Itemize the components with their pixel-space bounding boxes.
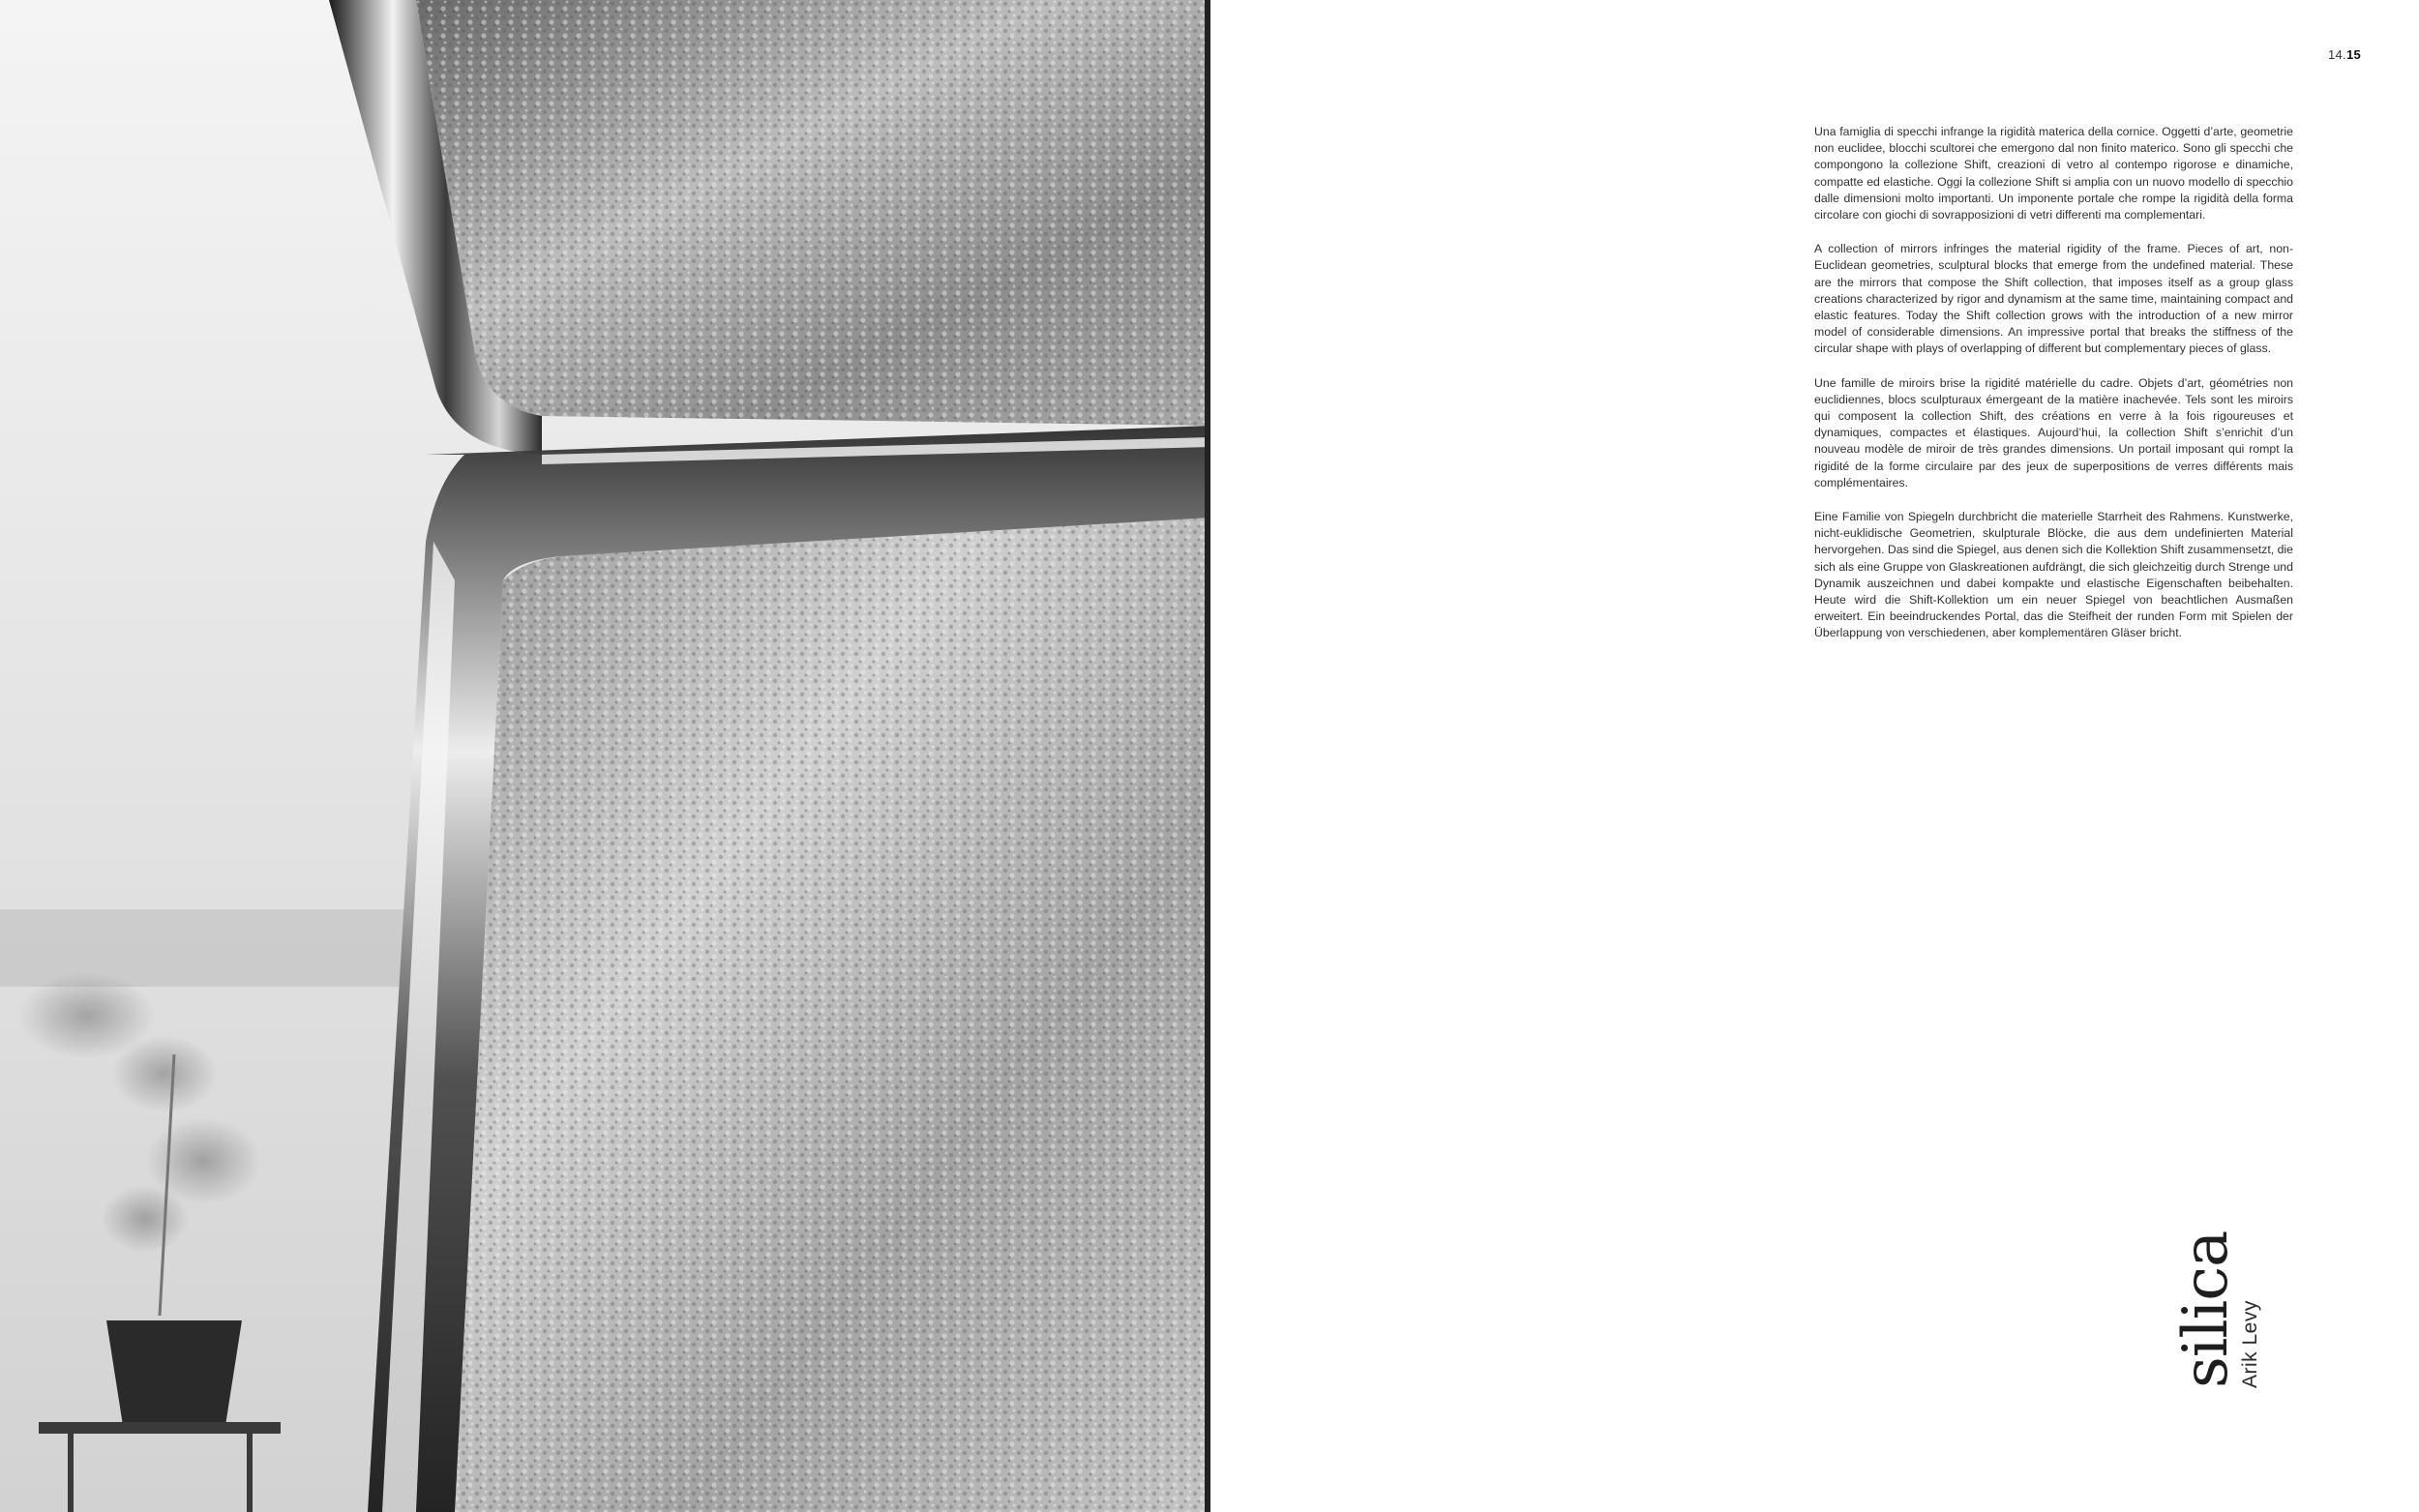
description-column	[1814, 124, 2293, 660]
product-title-block	[2172, 1204, 2317, 1388]
description-english: A collection of mirrors infringes the material rigidity of the frame. Pieces of art, non-Euclidean geometries, sculptural blocks that emerge from the undefined material. These are the mirrors that compose the Shift collection, that imposes itself as a group glass creations characterized by rigor and dynamism at the same time, maintaining compact and elastic features. Today the Shift collection grows with the introduction of a new mirror model of considerable dimensions. An impressive portal that breaks the stiffness of the circular shape with plays of overlapping of different but complementary pieces of glass.	[1814, 242, 2293, 356]
description-italian: Una famiglia di specchi infrange la rigidità materica della cornice. Oggetti d’arte, geometrie non euclidee, blocchi scultorei che emergono dal non finito materico. Sono gli specchi che compongono la collezione Shift, creazioni di vetro al contempo rigorose e dinamiche, compatte ed elastiche. Oggi la collezione Shift si amplia con un nuovo modello di specchio dalle dimensioni molto importanti. Un imponente portale che rompe la rigidità della forma circolare con giochi di sovrapposizioni di vetri differenti ma complementari.	[1814, 125, 2293, 222]
page-number-right: 15	[2345, 47, 2361, 62]
description-german: Eine Familie von Spiegeln durchbricht die materielle Starrheit des Rahmens. Kunstwerke, nicht-euklidische Geometrien, skulpturale Blöcke, die aus dem undefinierten Material hervorgehen. Das sind die Spiegel, aus denen sich die Kollektion Shift zusammensetzt, die sich als eine Gruppe von Glaskreationen aufdrängt, die sich gleichzeitig durch Strenge und Dynamik auszeichnen und dabei kompakte und elastische Eigenschaften beibehalten. Heute wird die Shift-Kollektion um ein neuer Spiegel von beachtlichen Ausmaßen erweitert. Ein beeindruckendes Portal, das die Steifheit der runden Form mit Spielen der Überlappung von verschiedenen, aber komplementären Gläser bricht.	[1814, 510, 2293, 640]
page-number	[2303, 47, 2361, 62]
designer-name: Arik Levy	[2239, 1300, 2261, 1388]
description-french: Une famille de miroirs brise la rigidité matérielle du cadre. Objets d’art, géométries non euclidiennes, blocs sculpturaux émergeant de la matière inachevée. Tels sont les miroirs qui composent la collection Shift, des créations en verre à la fois rigoureuses et dynamiques, compactes et élastiques. Aujourd’hui, la collection Shift s’enrichit d’un nouveau modèle de miroir de très grandes dimensions. Un portail imposant qui rompt la rigidité de la forme circulaire par des jeux de superpositions de verres différents mais complémentaires.	[1814, 375, 2293, 489]
page-number-left: 14.	[2327, 47, 2346, 62]
product-name: silica	[2170, 1230, 2242, 1388]
